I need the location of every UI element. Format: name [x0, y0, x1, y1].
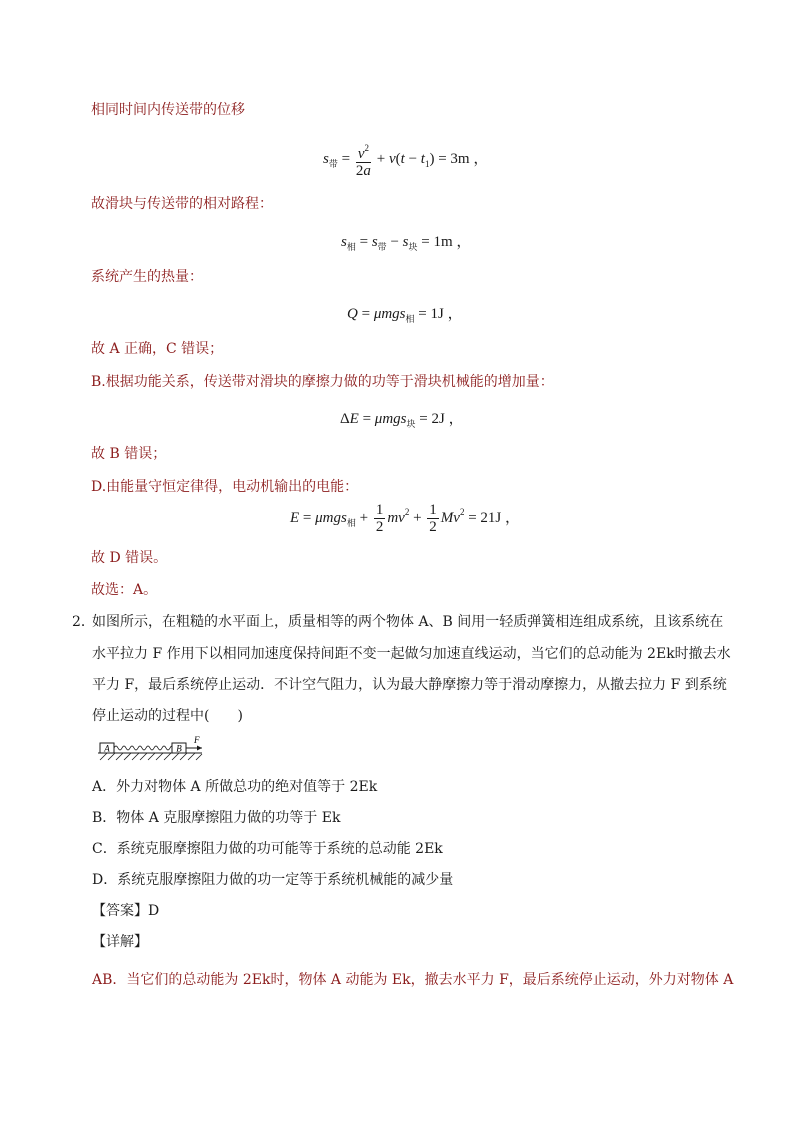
heat-text: 系统产生的热量：	[91, 269, 203, 285]
equation-relative-distance: $s_相 = s_带 - s_块 = 1m$ ，	[341, 234, 472, 252]
option-a: A．外力对物体 A 所做总功的绝对值等于 2Ek	[92, 779, 378, 795]
conclusion-ac: 故 A 正确，C 错误；	[91, 341, 224, 357]
option-b: B．物体 A 克服摩擦阻力做的功等于 Ek	[92, 810, 341, 826]
option-d: D．系统克服摩擦阻力做的功一定等于系统机械能的减少量	[92, 872, 454, 888]
equation-electric-energy: E = μmgs$_相$ + $\frac{1}{2}$ $mv^2$ + $\frac{1}{2}$ Mv$^2$ = 21J ，	[290, 502, 521, 535]
question-stem-line-2: 水平拉力 F 作用下以相同加速度保持间距不变一起做匀加速直线运动，当它们的总动能为 2Ek时撤去水	[92, 646, 731, 662]
block-a-label: A	[104, 743, 110, 754]
equation-heat: Q = μmgs$_相$ = 1J ，	[347, 306, 463, 324]
answer-label: 【答案】D	[92, 903, 160, 919]
question-stem-line-3: 平力 F，最后系统停止运动．不计空气阻力，认为最大静摩擦力等于滑动摩擦力，从撤去拉力 F 到系统	[92, 677, 727, 693]
detail-line-1: AB．当它们的总动能为 2Ek时，物体 A 动能为 Ek，撤去水平力 F，最后系统停止运动，外力对物体 A	[92, 972, 734, 988]
detail-label: 【详解】	[92, 934, 148, 950]
ground-hatching	[100, 753, 202, 760]
question-stem-line-1: 如图所示，在粗糙的水平面上，质量相等的两个物体 A、B 间用一轻质弹簧相连组成系统，且该系统在	[92, 614, 724, 630]
question-number: 2．	[72, 614, 95, 630]
block-b-label: B	[176, 743, 182, 754]
equation-conveyor-displacement: $s_带$ = $\frac{v^2}{2a}$ + $v(t - t_1) = 3m$ ，	[323, 140, 488, 179]
conclusion-b: 故 B 错误；	[91, 446, 167, 462]
option-d-analysis: D.由能量守恒定律得，电动机输出的电能：	[91, 479, 359, 495]
option-c: C．系统克服摩擦阻力做的功可能等于系统的总动能 2Ek	[92, 841, 443, 857]
conveyor-displacement-text: 相同时间内传送带的位移	[91, 102, 245, 118]
final-choice: 故选：A。	[91, 582, 158, 598]
equation-energy-increase: ΔE = μmgs$_块$ = 2J ，	[340, 411, 464, 429]
conclusion-d: 故 D 错误。	[91, 550, 168, 566]
question-stem-line-4: 停止运动的过程中( )	[92, 708, 243, 724]
option-b-analysis: B.根据功能关系，传送带对滑块的摩擦力做的功等于滑块机械能的增加量：	[91, 374, 554, 390]
force-arrowhead	[197, 746, 202, 751]
relative-distance-text: 故滑块与传送带的相对路程：	[91, 196, 273, 212]
spring-blocks-figure	[98, 733, 208, 763]
force-label: F	[194, 735, 200, 745]
